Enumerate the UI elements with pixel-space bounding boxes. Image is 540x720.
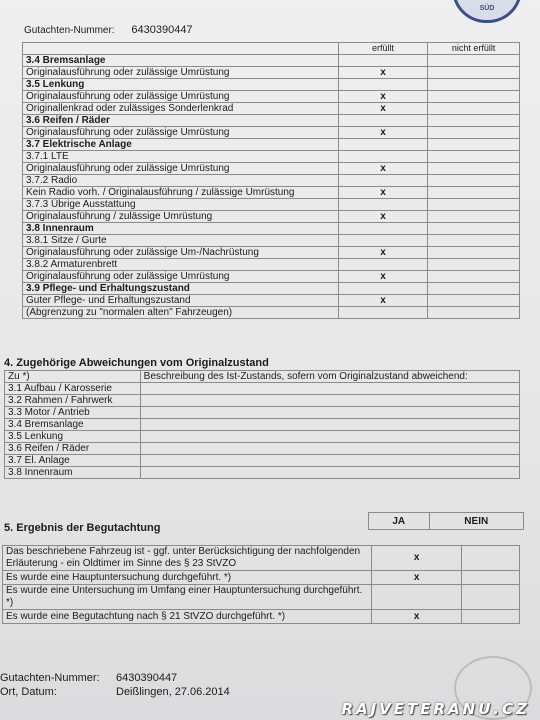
col-zu: Zu *) bbox=[5, 371, 141, 383]
not-fulfilled-cell bbox=[428, 295, 520, 307]
deviation-row bbox=[5, 395, 520, 407]
not-fulfilled-cell bbox=[428, 139, 520, 151]
criteria-label: Originalausführung / zulässige Umrüstung bbox=[23, 211, 339, 223]
deviation-row bbox=[5, 407, 520, 419]
nein-cell bbox=[462, 546, 520, 571]
fulfilled-mark bbox=[338, 151, 428, 163]
criteria-label: 3.5 Lenkung bbox=[23, 79, 339, 91]
criteria-label: Originallenkrad oder zulässiges Sonderlenkrad bbox=[23, 103, 339, 115]
criteria-row bbox=[23, 127, 520, 139]
footer-place-label: Ort, Datum: bbox=[0, 686, 57, 698]
criteria-header-blank bbox=[23, 43, 339, 55]
criteria-row bbox=[23, 91, 520, 103]
deviation-description bbox=[140, 395, 519, 407]
criteria-label: 3.9 Pflege- und Erhaltungszustand bbox=[23, 283, 339, 295]
inspection-criteria-table bbox=[22, 42, 520, 319]
fulfilled-mark bbox=[338, 307, 428, 319]
deviation-ref: 3.7 El. Anlage bbox=[5, 455, 141, 467]
deviations-header-row bbox=[5, 371, 520, 383]
result-statement: Es wurde eine Begutachtung nach § 21 StVZO durchgeführt. *) bbox=[3, 610, 372, 624]
not-fulfilled-cell bbox=[428, 235, 520, 247]
watermark: RAJVETERANU.CZ bbox=[341, 700, 530, 718]
not-fulfilled-cell bbox=[428, 211, 520, 223]
result-row bbox=[3, 585, 520, 610]
deviation-row bbox=[5, 443, 520, 455]
deviation-description bbox=[140, 419, 519, 431]
criteria-row bbox=[23, 175, 520, 187]
fulfilled-mark: x bbox=[338, 247, 428, 259]
not-fulfilled-cell bbox=[428, 187, 520, 199]
deviation-row bbox=[5, 383, 520, 395]
criteria-label: Originalausführung oder zulässige Umrüstung bbox=[23, 91, 339, 103]
fulfilled-mark: x bbox=[338, 187, 428, 199]
criteria-label: 3.4 Bremsanlage bbox=[23, 55, 339, 67]
deviation-description bbox=[140, 467, 519, 479]
not-fulfilled-cell bbox=[428, 151, 520, 163]
not-fulfilled-cell bbox=[428, 163, 520, 175]
fulfilled-mark bbox=[338, 175, 428, 187]
criteria-row bbox=[23, 259, 520, 271]
deviation-ref: 3.8 Innenraum bbox=[5, 467, 141, 479]
fulfilled-mark bbox=[338, 139, 428, 151]
deviation-ref: 3.4 Bremsanlage bbox=[5, 419, 141, 431]
deviation-ref: 3.1 Aufbau / Karosserie bbox=[5, 383, 141, 395]
footer-place-date bbox=[0, 686, 230, 698]
criteria-row bbox=[23, 163, 520, 175]
deviation-description bbox=[140, 383, 519, 395]
deviation-description bbox=[140, 455, 519, 467]
fulfilled-mark: x bbox=[338, 127, 428, 139]
nein-cell bbox=[462, 610, 520, 624]
tuv-seal-logo bbox=[452, 0, 522, 23]
deviation-row bbox=[5, 455, 520, 467]
fulfilled-mark bbox=[338, 223, 428, 235]
col-nein: NEIN bbox=[429, 513, 523, 530]
fulfilled-mark bbox=[338, 199, 428, 211]
criteria-label: Kein Radio vorh. / Originalausführung / zulässige Umrüstung bbox=[23, 187, 339, 199]
not-fulfilled-cell bbox=[428, 127, 520, 139]
not-fulfilled-cell bbox=[428, 175, 520, 187]
deviation-description bbox=[140, 443, 519, 455]
criteria-label: 3.7.3 Übrige Ausstattung bbox=[23, 199, 339, 211]
criteria-row bbox=[23, 283, 520, 295]
criteria-row bbox=[23, 211, 520, 223]
deviation-row bbox=[5, 419, 520, 431]
not-fulfilled-cell bbox=[428, 223, 520, 235]
not-fulfilled-cell bbox=[428, 55, 520, 67]
fulfilled-mark bbox=[338, 259, 428, 271]
ja-mark bbox=[372, 585, 462, 610]
fulfilled-mark: x bbox=[338, 67, 428, 79]
col-ja: JA bbox=[369, 513, 430, 530]
criteria-row bbox=[23, 79, 520, 91]
not-fulfilled-cell bbox=[428, 259, 520, 271]
criteria-label: 3.7 Elektrische Anlage bbox=[23, 139, 339, 151]
criteria-row bbox=[23, 115, 520, 127]
not-fulfilled-cell bbox=[428, 91, 520, 103]
not-fulfilled-cell bbox=[428, 271, 520, 283]
criteria-label: Originalausführung oder zulässige Umrüstung bbox=[23, 67, 339, 79]
criteria-row bbox=[23, 67, 520, 79]
fulfilled-mark bbox=[338, 115, 428, 127]
criteria-header-row bbox=[23, 43, 520, 55]
nein-cell bbox=[462, 585, 520, 610]
result-row bbox=[3, 546, 520, 571]
criteria-row bbox=[23, 199, 520, 211]
criteria-row bbox=[23, 235, 520, 247]
ja-mark: x bbox=[372, 610, 462, 624]
criteria-label: Originalausführung oder zulässige Um-/Nachrüstung bbox=[23, 247, 339, 259]
fulfilled-mark: x bbox=[338, 295, 428, 307]
col-fulfilled: erfüllt bbox=[338, 43, 428, 55]
deviation-ref: 3.6 Reifen / Räder bbox=[5, 443, 141, 455]
section-4-title: 4. Zugehörige Abweichungen vom Originalzustand bbox=[4, 357, 269, 369]
fulfilled-mark bbox=[338, 235, 428, 247]
not-fulfilled-cell bbox=[428, 103, 520, 115]
deviation-row bbox=[5, 431, 520, 443]
not-fulfilled-cell bbox=[428, 67, 520, 79]
ja-mark: x bbox=[372, 571, 462, 585]
criteria-label: Originalausführung oder zulässige Umrüstung bbox=[23, 163, 339, 175]
not-fulfilled-cell bbox=[428, 115, 520, 127]
ja-mark: x bbox=[372, 546, 462, 571]
seal-text: SÜD bbox=[479, 5, 495, 12]
deviation-description bbox=[140, 431, 519, 443]
criteria-label: 3.8.2 Armaturenbrett bbox=[23, 259, 339, 271]
fulfilled-mark bbox=[338, 55, 428, 67]
nein-cell bbox=[462, 571, 520, 585]
deviation-ref: 3.2 Rahmen / Fahrwerk bbox=[5, 395, 141, 407]
result-row bbox=[3, 610, 520, 624]
fulfilled-mark: x bbox=[338, 271, 428, 283]
not-fulfilled-cell bbox=[428, 283, 520, 295]
deviations-table bbox=[4, 370, 520, 479]
fulfilled-mark: x bbox=[338, 163, 428, 175]
not-fulfilled-cell bbox=[428, 79, 520, 91]
fulfilled-mark: x bbox=[338, 91, 428, 103]
result-statement: Das beschriebene Fahrzeug ist - ggf. unter Berücksichtigung der nachfolgenden Erläuterung - ein Oldtimer im Sinne des § 23 StVZO bbox=[3, 546, 372, 571]
criteria-label: 3.8 Innenraum bbox=[23, 223, 339, 235]
criteria-label: Guter Pflege- und Erhaltungszustand bbox=[23, 295, 339, 307]
col-not-fulfilled: nicht erfüllt bbox=[428, 43, 520, 55]
footer-report-number bbox=[0, 672, 177, 684]
result-statement: Es wurde eine Hauptuntersuchung durchgeführt. *) bbox=[3, 571, 372, 585]
criteria-label: 3.6 Reifen / Räder bbox=[23, 115, 339, 127]
result-header bbox=[368, 512, 524, 530]
fulfilled-mark bbox=[338, 79, 428, 91]
deviation-ref: 3.5 Lenkung bbox=[5, 431, 141, 443]
header-number-value: 6430390447 bbox=[131, 24, 193, 36]
not-fulfilled-cell bbox=[428, 199, 520, 211]
result-table bbox=[2, 545, 520, 624]
criteria-label: 3.7.1 LTE bbox=[23, 151, 339, 163]
criteria-row bbox=[23, 139, 520, 151]
criteria-label: Originalausführung oder zulässige Umrüstung bbox=[23, 271, 339, 283]
footer-place-value: Deißlingen, 27.06.2014 bbox=[116, 686, 230, 698]
criteria-label: 3.8.1 Sitze / Gurte bbox=[23, 235, 339, 247]
criteria-row bbox=[23, 187, 520, 199]
section-5-title: 5. Ergebnis der Begutachtung bbox=[4, 522, 161, 534]
criteria-row bbox=[23, 55, 520, 67]
fulfilled-mark: x bbox=[338, 211, 428, 223]
not-fulfilled-cell bbox=[428, 247, 520, 259]
footer-number-label: Gutachten-Nummer: bbox=[0, 672, 100, 684]
result-row bbox=[3, 571, 520, 585]
criteria-row bbox=[23, 223, 520, 235]
fulfilled-mark: x bbox=[338, 103, 428, 115]
criteria-label: (Abgrenzung zu "normalen alten" Fahrzeugen) bbox=[23, 307, 339, 319]
criteria-row bbox=[23, 295, 520, 307]
criteria-row bbox=[23, 307, 520, 319]
not-fulfilled-cell bbox=[428, 307, 520, 319]
deviation-ref: 3.3 Motor / Antrieb bbox=[5, 407, 141, 419]
header-report-number bbox=[24, 24, 193, 36]
header-number-label: Gutachten-Nummer: bbox=[24, 25, 115, 36]
deviation-description bbox=[140, 407, 519, 419]
criteria-row bbox=[23, 271, 520, 283]
footer-number-value: 6430390447 bbox=[116, 672, 178, 684]
criteria-label: 3.7.2 Radio bbox=[23, 175, 339, 187]
criteria-row bbox=[23, 151, 520, 163]
col-description: Beschreibung des Ist-Zustands, sofern vom Originalzustand abweichend: bbox=[140, 371, 519, 383]
result-statement: Es wurde eine Untersuchung im Umfang einer Hauptuntersuchung durchgeführt. *) bbox=[3, 585, 372, 610]
criteria-row bbox=[23, 103, 520, 115]
fulfilled-mark bbox=[338, 283, 428, 295]
criteria-row bbox=[23, 247, 520, 259]
criteria-label: Originalausführung oder zulässige Umrüstung bbox=[23, 127, 339, 139]
deviation-row bbox=[5, 467, 520, 479]
